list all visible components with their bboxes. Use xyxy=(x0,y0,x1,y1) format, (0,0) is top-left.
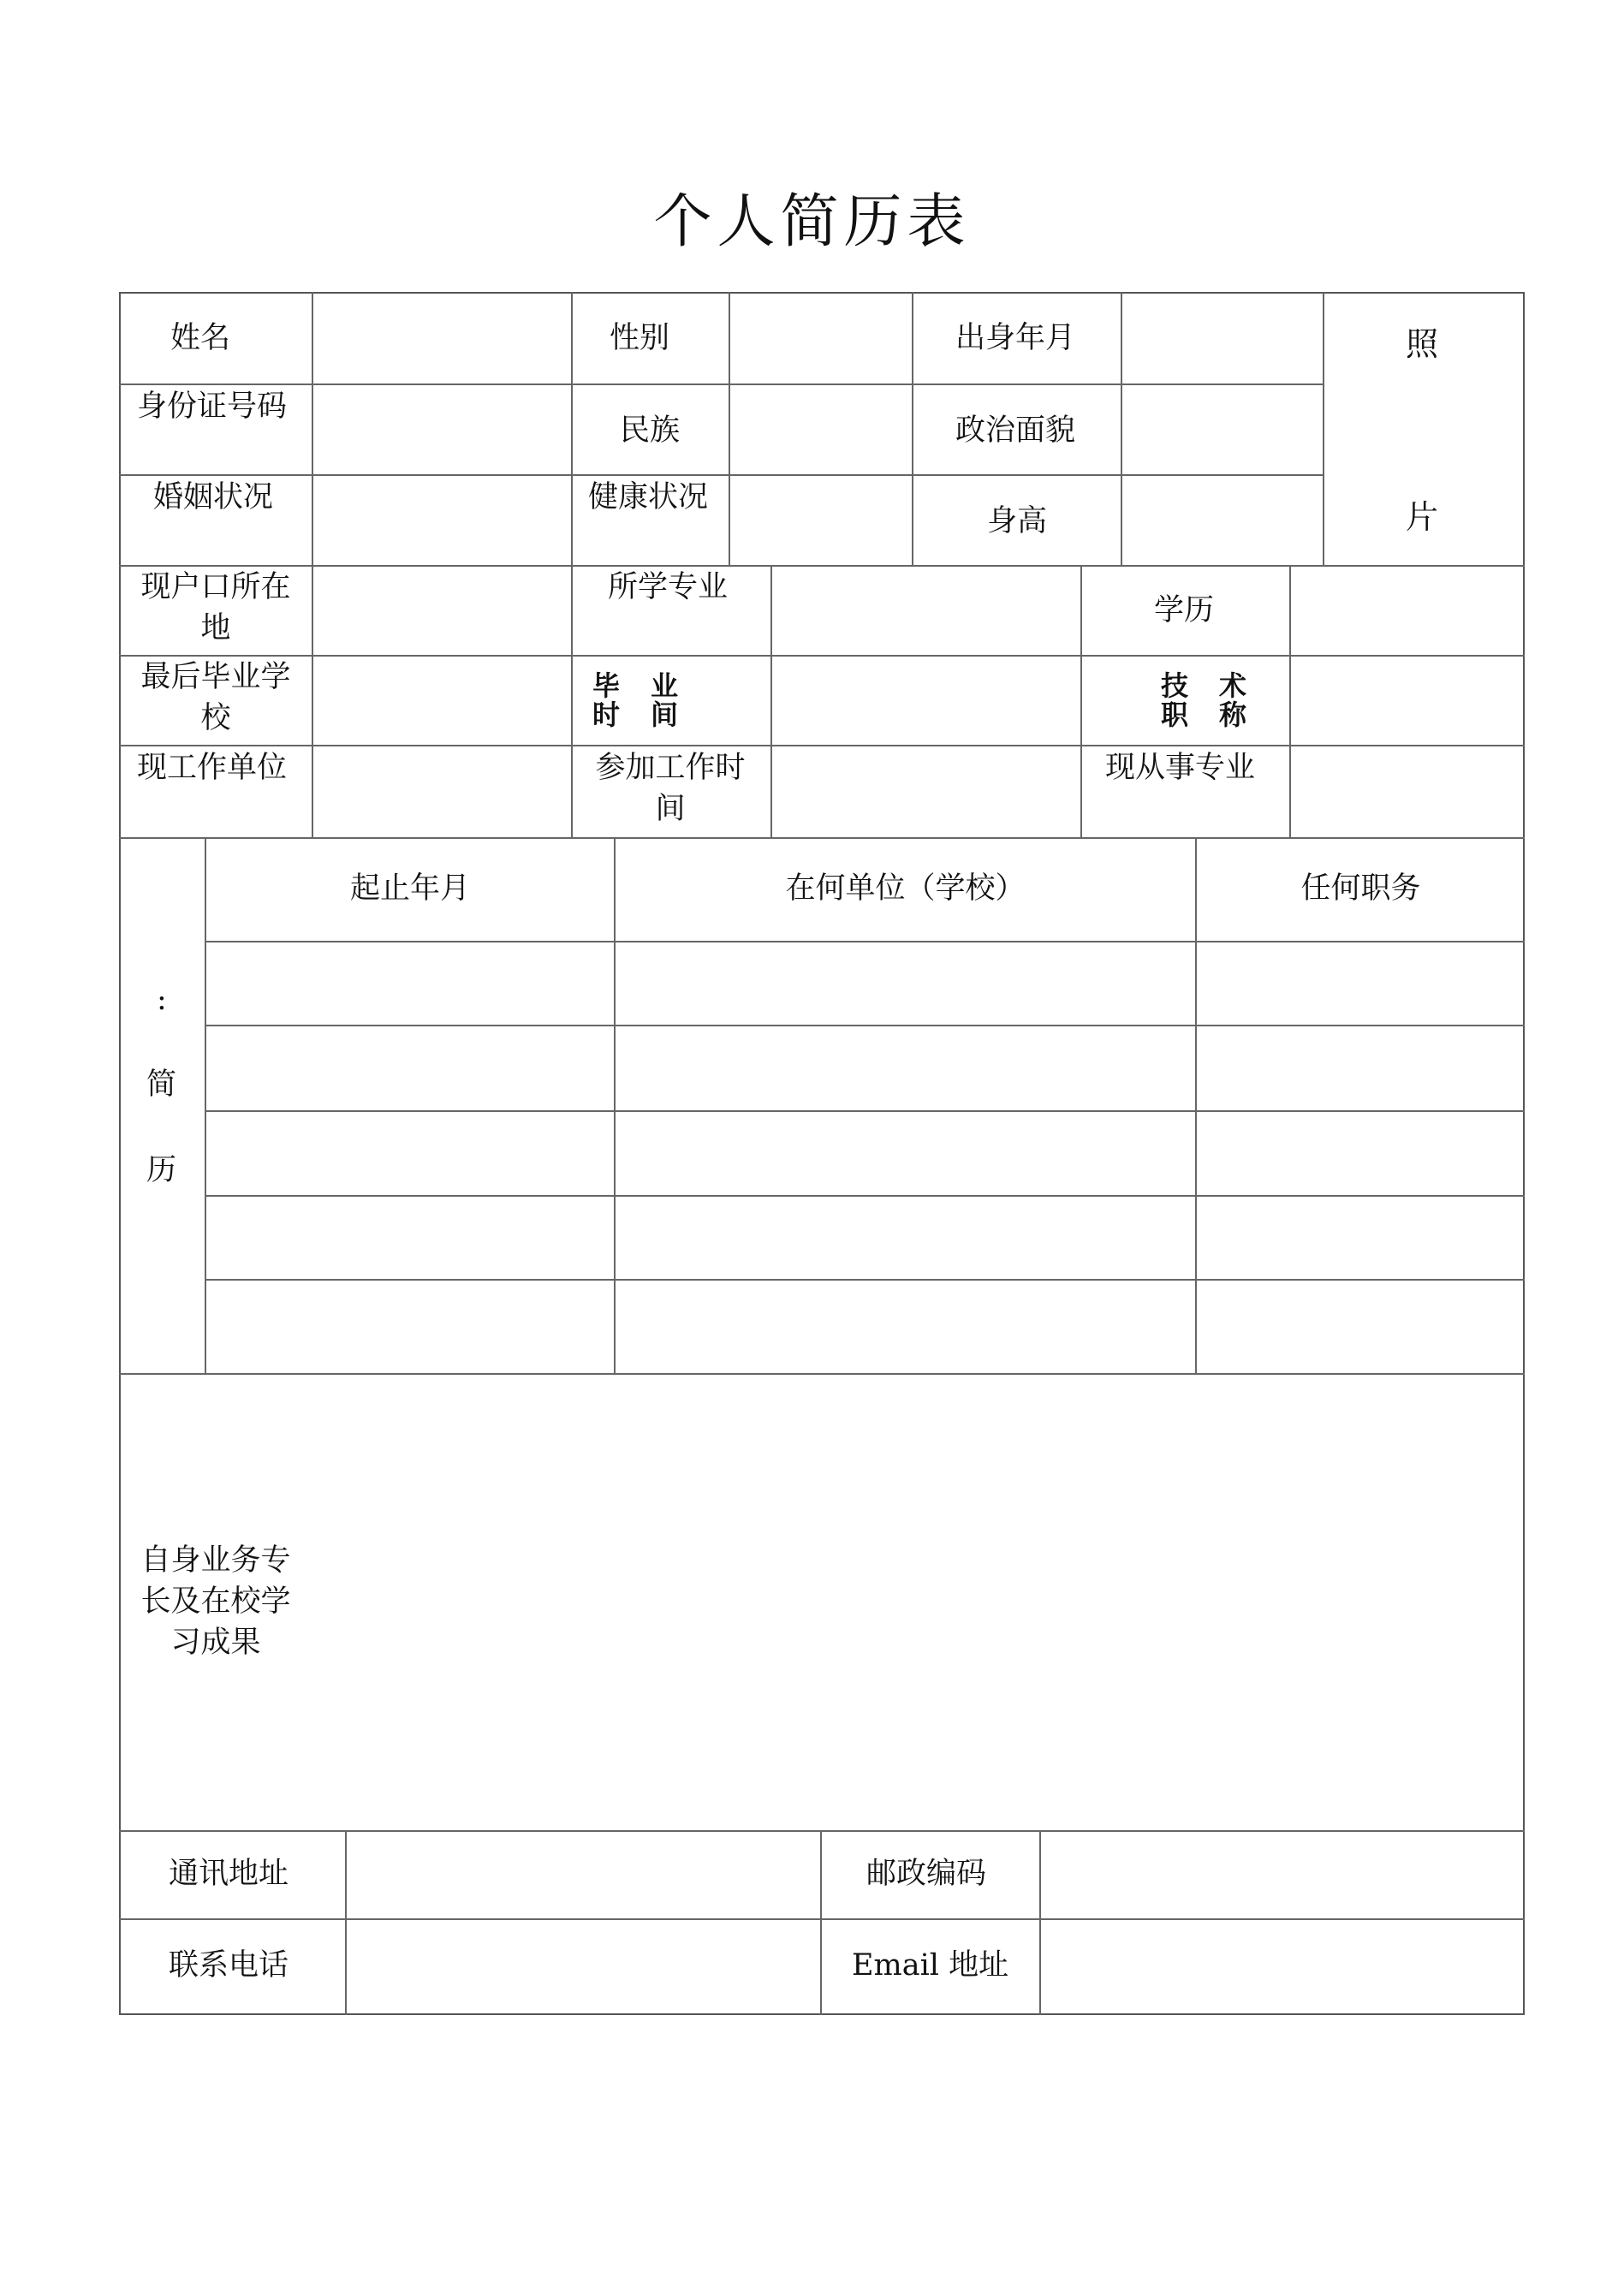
resume-row-1-position[interactable] xyxy=(1197,942,1523,1024)
work-start-label: 参加工作时间 xyxy=(595,751,746,826)
major-label: 所学专业 xyxy=(608,570,729,604)
health-field[interactable] xyxy=(730,476,911,564)
resume-row-3-unit[interactable] xyxy=(616,1112,1194,1194)
political-status-label: 政治面貌 xyxy=(955,413,1076,448)
graduation-time-field[interactable] xyxy=(772,657,1080,744)
current-field-field[interactable] xyxy=(1291,746,1523,836)
birth-date-field[interactable] xyxy=(1122,294,1322,383)
work-start-field[interactable] xyxy=(772,746,1080,836)
resume-row-4-unit[interactable] xyxy=(616,1197,1194,1278)
technical-title-label-line2: 职 称 xyxy=(1161,699,1249,731)
health-label: 健康状况 xyxy=(588,480,709,514)
period-column-header: 起止年月 xyxy=(349,871,470,906)
id-number-label: 身份证号码 xyxy=(137,389,288,424)
postal-code-label: 邮政编码 xyxy=(866,1857,987,1891)
ethnicity-label: 民族 xyxy=(620,413,681,448)
marital-status-field[interactable] xyxy=(313,476,570,564)
hukou-label: 现户口所在地 xyxy=(140,570,291,645)
technical-title-field[interactable] xyxy=(1291,657,1523,744)
photo-label-top: 照 xyxy=(1406,325,1439,363)
gender-field[interactable] xyxy=(730,294,911,383)
email-label: Email 地址 xyxy=(852,1948,1009,1983)
last-school-label: 最后毕业学校 xyxy=(140,660,291,735)
resume-row-1-period[interactable] xyxy=(206,942,613,1024)
skills-field[interactable] xyxy=(325,1375,1523,1829)
graduation-time-label-line1: 毕 业 xyxy=(592,669,681,702)
postal-code-field[interactable] xyxy=(1041,1832,1523,1917)
column-divider xyxy=(1080,565,1082,837)
resume-row-3-position[interactable] xyxy=(1197,1112,1523,1194)
ethnicity-field[interactable] xyxy=(730,385,911,473)
skills-label: 自身业务专长及在校学习成果 xyxy=(140,1543,291,1660)
gender-label: 性别 xyxy=(610,321,670,355)
column-divider xyxy=(571,292,573,837)
resume-row-4-position[interactable] xyxy=(1197,1197,1523,1278)
resume-row-5-unit[interactable] xyxy=(616,1281,1194,1372)
address-field[interactable] xyxy=(347,1832,819,1917)
resume-row-3-period[interactable] xyxy=(206,1112,613,1194)
resume-side-label-2: 历 xyxy=(146,1153,177,1187)
major-field[interactable] xyxy=(772,567,1080,654)
resume-row-5-period[interactable] xyxy=(206,1281,613,1372)
row-divider xyxy=(119,837,1525,839)
photo-box[interactable] xyxy=(1324,294,1523,564)
phone-label: 联系电话 xyxy=(169,1948,289,1983)
row-divider xyxy=(119,383,312,385)
resume-side-colon: : xyxy=(157,983,167,1017)
column-divider xyxy=(912,292,913,565)
political-status-field[interactable] xyxy=(1122,385,1322,473)
current-field-label: 现从事专业 xyxy=(1105,751,1256,785)
name-field[interactable] xyxy=(313,294,570,383)
employer-label: 现工作单位 xyxy=(137,751,288,785)
birth-date-label: 出身年月 xyxy=(955,321,1076,355)
id-number-field[interactable] xyxy=(313,385,570,473)
photo-label-bottom: 片 xyxy=(1406,498,1439,536)
phone-field[interactable] xyxy=(347,1920,819,2013)
marital-status-label: 婚姻状况 xyxy=(153,480,274,514)
last-school-field[interactable] xyxy=(313,657,570,744)
hukou-field[interactable] xyxy=(313,567,570,654)
address-label: 通讯地址 xyxy=(169,1857,289,1891)
resume-row-2-period[interactable] xyxy=(206,1026,613,1109)
education-label: 学历 xyxy=(1154,593,1215,627)
email-field[interactable] xyxy=(1041,1920,1523,2013)
resume-row-2-unit[interactable] xyxy=(616,1026,1194,1109)
height-label: 身高 xyxy=(987,504,1048,538)
resume-row-2-position[interactable] xyxy=(1197,1026,1523,1109)
education-field[interactable] xyxy=(1291,567,1523,654)
resume-row-5-position[interactable] xyxy=(1197,1281,1523,1372)
page-title: 个人简历表 xyxy=(653,188,971,256)
graduation-time-label-line2: 时 间 xyxy=(592,699,681,731)
height-field[interactable] xyxy=(1122,476,1322,564)
position-column-header: 任何职务 xyxy=(1300,871,1421,906)
column-divider xyxy=(820,1830,822,2015)
name-label: 姓名 xyxy=(170,321,231,355)
resume-row-1-unit[interactable] xyxy=(616,942,1194,1024)
employer-field[interactable] xyxy=(313,746,570,836)
technical-title-label-line1: 技 术 xyxy=(1161,669,1249,702)
resume-side-label-1: 简 xyxy=(146,1067,177,1102)
resume-row-4-period[interactable] xyxy=(206,1197,613,1278)
unit-column-header: 在何单位（学校） xyxy=(785,871,1026,906)
